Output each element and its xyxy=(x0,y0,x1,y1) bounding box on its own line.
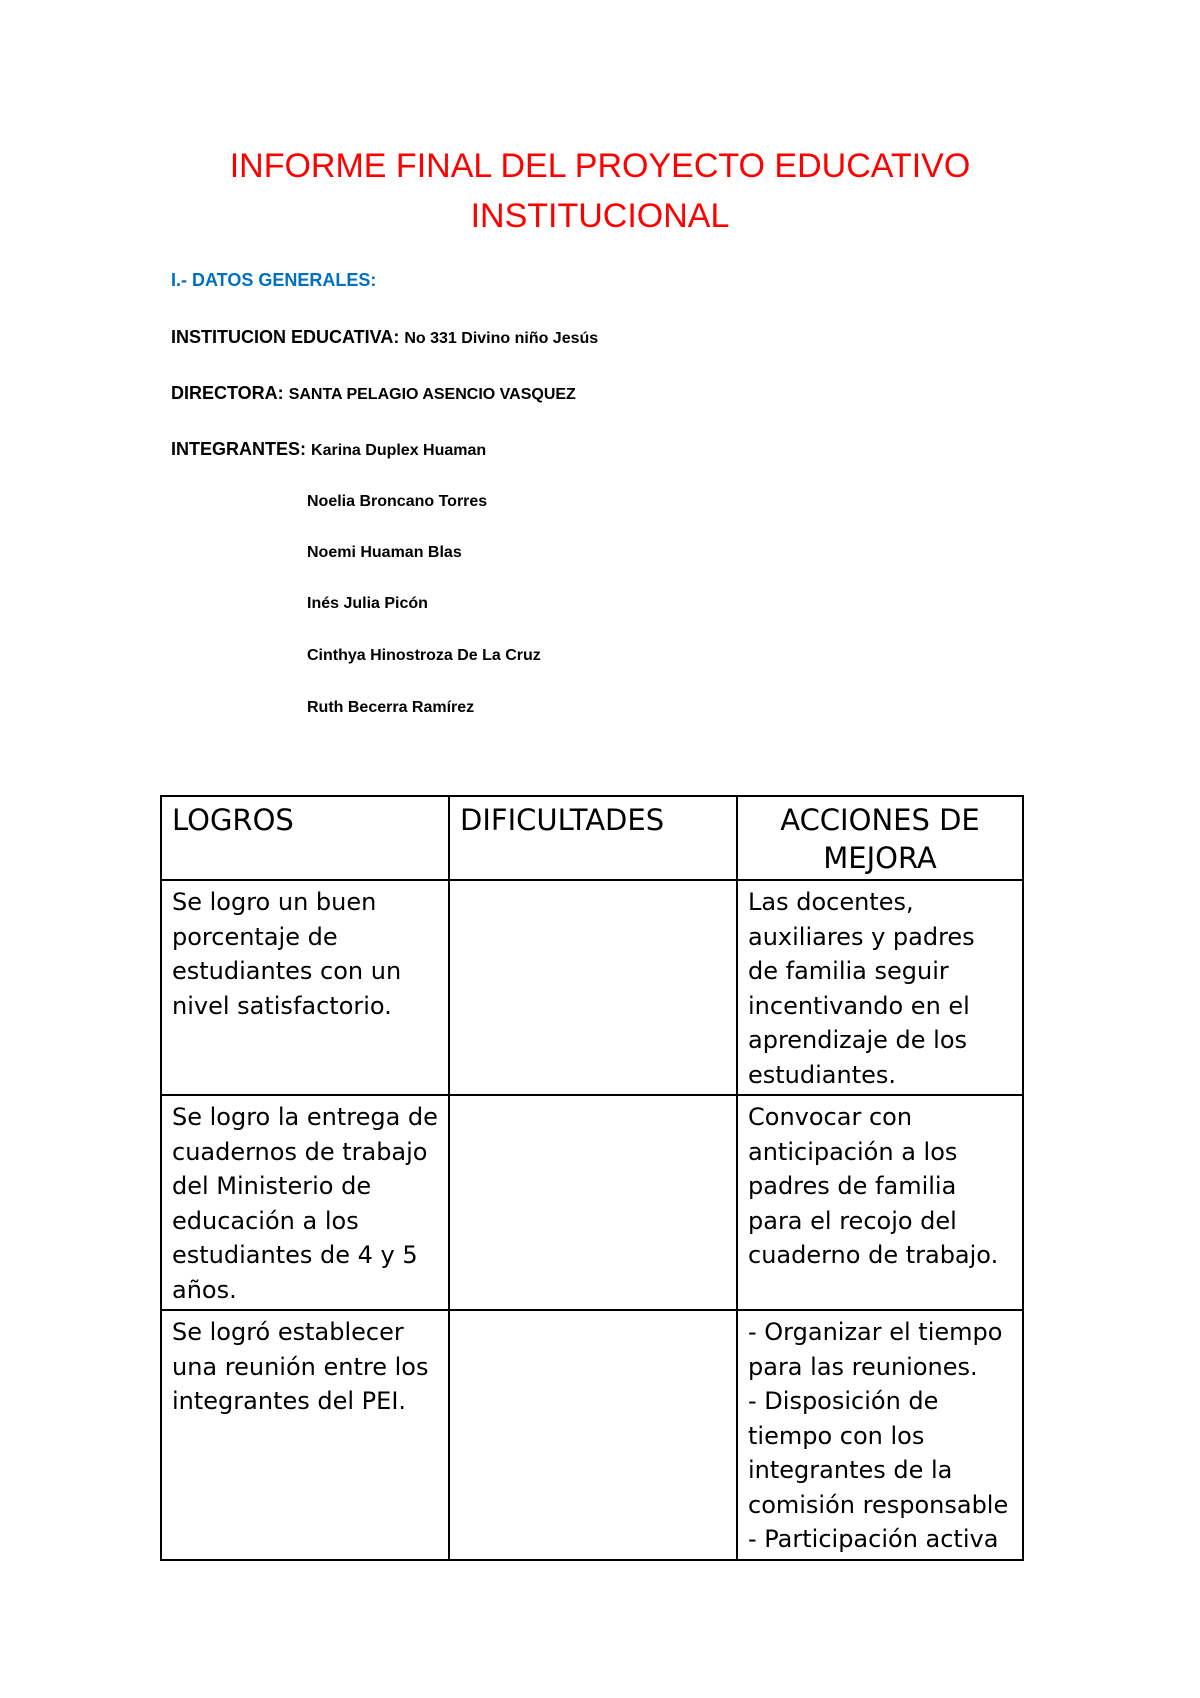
member-name: Karina Duplex Huaman xyxy=(311,442,487,459)
director-field xyxy=(171,383,576,404)
cell-logros: Se logró establecer una reunión entre los integrantes del PEI. xyxy=(161,1310,449,1560)
table-row xyxy=(161,880,1023,1095)
cell-acciones: Las docentes, auxiliares y padres de familia seguir incentivando en el aprendizaje de los estudiantes. xyxy=(737,880,1023,1095)
member-name: Noelia Broncano Torres xyxy=(307,493,488,510)
member-name: Ruth Becerra Ramírez xyxy=(307,699,475,716)
member-name: Inés Julia Picón xyxy=(307,595,428,612)
cell-logros: Se logro la entrega de cuadernos de trabajo del Ministerio de educación a los estudiantes de 4 y 5 años. xyxy=(161,1095,449,1310)
header-acciones-de-mejora: ACCIONES DE MEJORA xyxy=(737,796,1023,880)
document-title-line-2: INSTITUCIONAL xyxy=(470,197,730,235)
cell-dificultades xyxy=(449,1310,737,1560)
director-value: SANTA PELAGIO ASENCIO VASQUEZ xyxy=(288,386,576,403)
table-row xyxy=(161,1310,1023,1560)
table-row xyxy=(161,1095,1023,1310)
header-logros: LOGROS xyxy=(161,796,449,880)
section-heading-datos-generales: I.- DATOS GENERALES: xyxy=(171,270,377,290)
director-label: DIRECTORA: xyxy=(171,383,284,403)
institution-value: No 331 Divino niño Jesús xyxy=(404,330,599,347)
accion-item: - Organizar el tiempo para las reuniones. xyxy=(748,1318,1003,1381)
institution-label: INSTITUCION EDUCATIVA: xyxy=(171,327,400,347)
member-name: Noemi Huaman Blas xyxy=(307,544,462,561)
header-dificultades: DIFICULTADES xyxy=(449,796,737,880)
document-title-line-1: INFORME FINAL DEL PROYECTO EDUCATIVO xyxy=(229,147,971,185)
accion-item: - Disposición de tiempo con los integrantes de la comisión responsable xyxy=(748,1387,1009,1519)
institution-field xyxy=(171,327,598,348)
accion-item: - Participación activa xyxy=(748,1525,999,1553)
cell-dificultades xyxy=(449,1095,737,1310)
cell-acciones: Convocar con anticipación a los padres de familia para el recojo del cuaderno de trabajo. xyxy=(737,1095,1023,1310)
table-header-row xyxy=(161,796,1023,880)
cell-acciones xyxy=(737,1310,1023,1560)
cell-logros: Se logro un buen porcentaje de estudiantes con un nivel satisfactorio. xyxy=(161,880,449,1095)
logros-table xyxy=(160,795,1024,1561)
members-label: INTEGRANTES: xyxy=(171,439,306,459)
members-field xyxy=(171,439,486,460)
member-name: Cinthya Hinostroza De La Cruz xyxy=(307,647,541,664)
cell-dificultades xyxy=(449,880,737,1095)
